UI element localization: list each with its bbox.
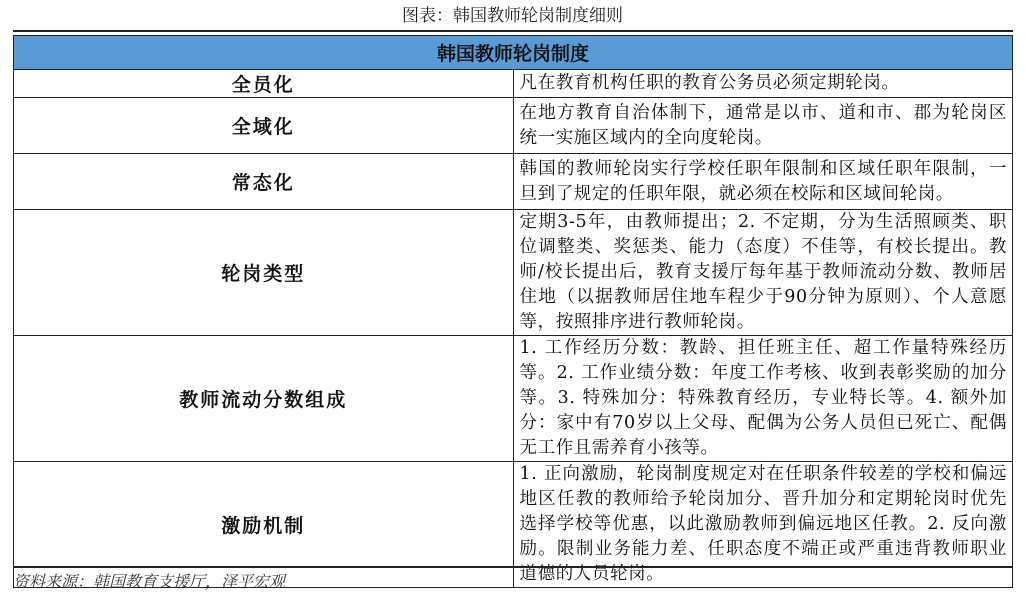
table-row <box>14 70 1013 98</box>
top-rule <box>13 30 1013 32</box>
figure-title: 图表：韩国教师轮岗制度细则 <box>402 6 623 26</box>
table-row <box>14 154 1013 210</box>
table-row <box>14 462 1013 588</box>
row-content: 凡在教育机构任职的教育公务员必须定期轮岗。 <box>513 70 1013 98</box>
row-content: 1. 正向激励，轮岗制度规定对在任职条件较差的学校和偏远地区任教的教师给予轮岗加分、晋升加分和定期轮岗时优先选择学校等优惠，以此激励教师到偏远地区任教。2. 反向激励。限制业务能力差、任职态度不端正或严重违背教师职业道德的人员轮岗。 <box>513 462 1013 588</box>
table-row <box>14 210 1013 336</box>
row-content: 在地方教育自治体制下，通常是以市、道和市、郡为轮岗区统一实施区域内的全向度轮岗。 <box>513 98 1013 154</box>
row-content: 1. 工作经历分数：教龄、担任班主任、超工作量特殊经历等。2. 工作业绩分数：年度工作考核、收到表彰奖励的加分等。3. 特殊加分：特殊教育经历，专业特长等。4. 额外加分：家中有70岁以上父母、配偶为公务人员但已死亡、配偶无工作且需养育小孩等。 <box>513 336 1013 462</box>
bottom-rule <box>13 566 1013 568</box>
row-label: 激励机制 <box>14 462 514 588</box>
table-row <box>14 98 1013 154</box>
table-header-row <box>14 36 1013 70</box>
source-note: 资料来源：韩国教育支援厅，泽平宏观 <box>13 572 286 591</box>
policy-table-grid <box>13 35 1013 588</box>
row-label: 全域化 <box>14 98 514 154</box>
table-header: 韩国教师轮岗制度 <box>14 36 1013 70</box>
row-label: 常态化 <box>14 154 514 210</box>
policy-table <box>13 35 1013 588</box>
row-label: 教师流动分数组成 <box>14 336 514 462</box>
table-row <box>14 336 1013 462</box>
row-content: 定期3-5年，由教师提出；2. 不定期，分为生活照顾类、职位调整类、奖惩类、能力（态度）不佳等，有校长提出。教师/校长提出后，教育支援厅每年基于教师流动分数、教师居住地（以据教师居住地车程少于90分钟为原则）、个人意愿等，按照排序进行教师轮岗。 <box>513 210 1013 336</box>
row-content: 韩国的教师轮岗实行学校任职年限制和区域任职年限制，一旦到了规定的任职年限，就必须在校际和区域间轮岗。 <box>513 154 1013 210</box>
row-label: 轮岗类型 <box>14 210 514 336</box>
row-label: 全员化 <box>14 70 514 98</box>
